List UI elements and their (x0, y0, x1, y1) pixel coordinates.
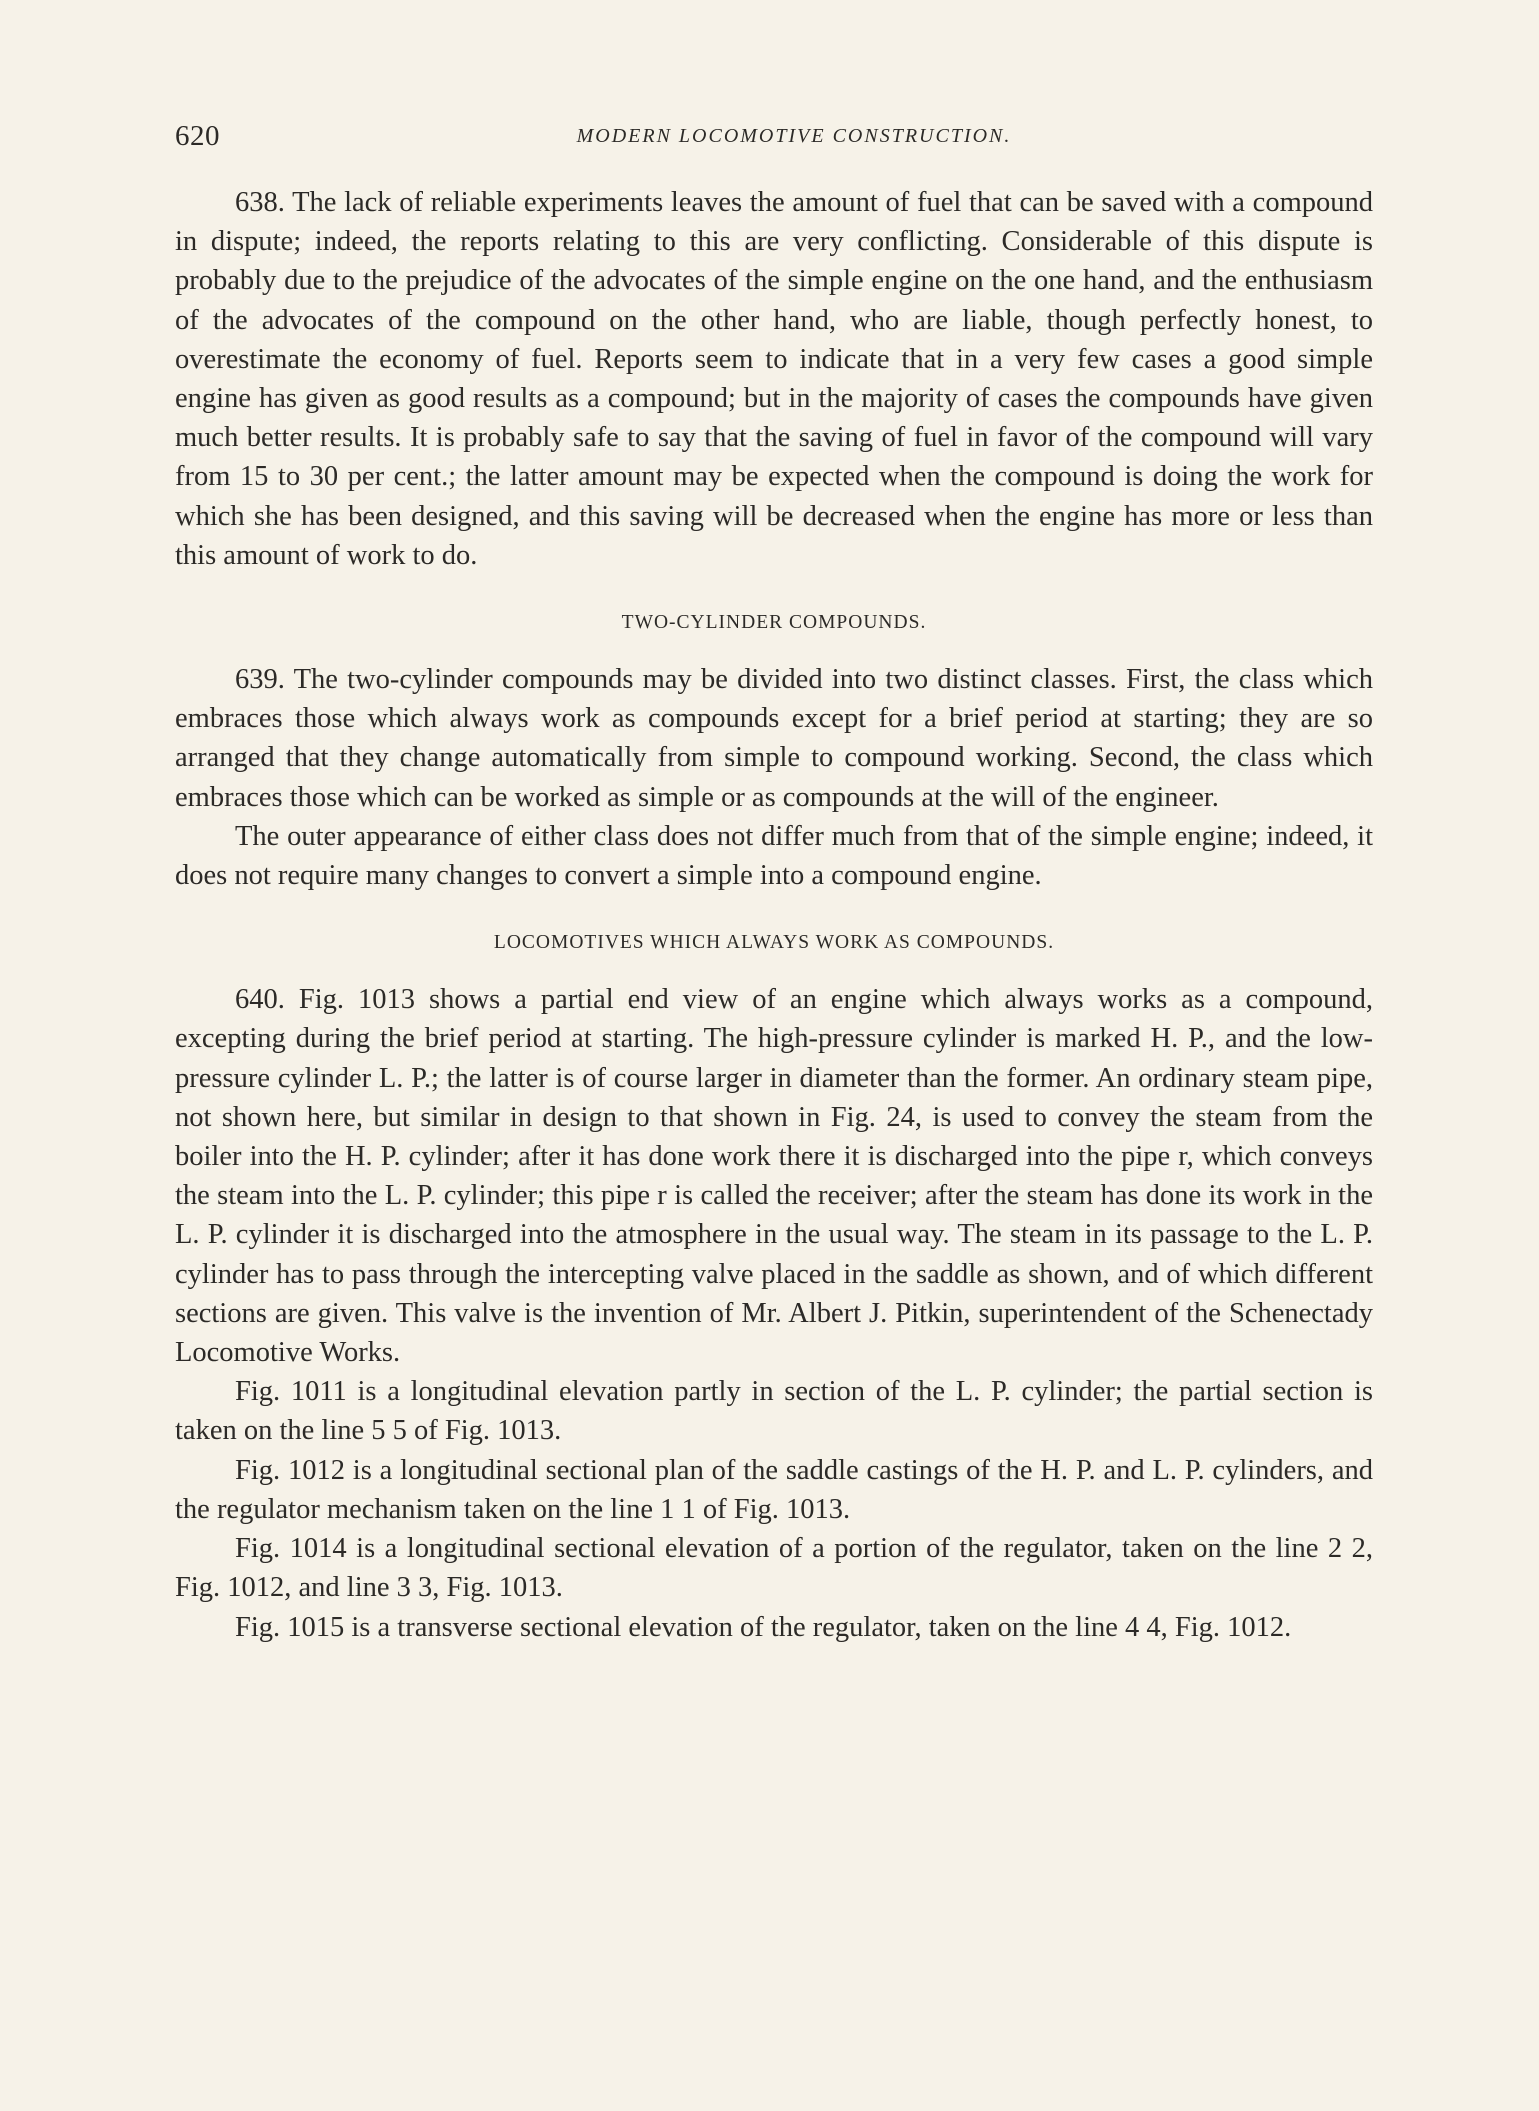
body-text (175, 183, 1373, 1647)
page-number: 620 (175, 120, 220, 152)
paragraph-fig-1012: Fig. 1012 is a longitudinal sectional plan of the saddle castings of the H. P. and L. P. cylinders, and the regulator mechanism taken on the line 1 1 of Fig. 1013. (175, 1454, 1373, 1525)
paragraph-fig-1014: Fig. 1014 is a longitudinal sectional elevation of a portion of the regulator, taken on the line 2 2, Fig. 1012, and line 3 3, Fig. 1013. (175, 1533, 1373, 1604)
paragraph-639-continued: The outer appearance of either class does not differ much from that of the simple engine; indeed, it does not require many changes to convert a simple into a compound engine. (175, 820, 1373, 892)
section-heading-two-cylinder-compounds: TWO-CYLINDER COMPOUNDS. (621, 612, 927, 634)
paragraph-640: 640. Fig. 1013 shows a partial end view of an engine which always works as a compound, excepting during the brief period at starting. The high-pressure cylinder is marked H. P., and the low-pressure cylinder L. P.; the latter is of course larger in diameter than the former. An ordinary steam pipe, not shown here, but similar in design to that shown in Fig. 24, is used to convey the steam from the boiler into the H. P. cylinder; after it has done work there it is discharged into the pipe r, which conveys the steam into the L. P. cylinder; this pipe r is called the receiver; after the steam has done its work in the L. P. cylinder it is discharged into the atmosphere in the usual way. The steam in its passage to the L. P. cylinder has to pass through the intercepting valve placed in the saddle as shown, and of which different sections are given. This valve is the invention of Mr. Albert J. Pitkin, superintendent of the Schenectady Locomotive Works. (175, 984, 1373, 1369)
paragraph-fig-1011: Fig. 1011 is a longitudinal elevation partly in section of the L. P. cylinder; the partial section is taken on the line 5 5 of Fig. 1013. (175, 1376, 1373, 1447)
paragraph-fig-1015: Fig. 1015 is a transverse sectional elevation of the regulator, taken on the line 4 4, Fig. 1012. (235, 1611, 1292, 1643)
paragraph-639: 639. The two-cylinder compounds may be divided into two distinct classes. First, the class which embraces those which always work as compounds except for a brief period at starting; they are so arranged that they change automatically from simple to compound working. Second, the class which embraces those which can be worked as simple or as compounds at the will of the engineer. (175, 664, 1373, 813)
paragraph-638: 638. The lack of reliable experiments leaves the amount of fuel that can be saved with a compound in dispute; indeed, the reports relating to this are very conflicting. Considerable of this dispute is probably due to the prejudice of the advocates of the simple engine on the one hand, and the enthusiasm of the advocates of the compound on the other hand, who are liable, though perfectly honest, to overestimate the economy of fuel. Reports seem to indicate that in a very few cases a good simple engine has given as good results as a compound; but in the majority of cases the compounds have given much better results. It is probably safe to say that the saving of fuel in favor of the compound will vary from 15 to 30 per cent.; the latter amount may be expected when the compound is doing the work for which she has been designed, and this saving will be decreased when the engine has more or less than this amount of work to do. (175, 187, 1373, 571)
running-title: MODERN LOCOMOTIVE CONSTRUCTION. (576, 125, 1012, 147)
running-head (175, 120, 1373, 160)
section-heading-always-compound: LOCOMOTIVES WHICH ALWAYS WORK AS COMPOUNDS. (493, 932, 1055, 954)
